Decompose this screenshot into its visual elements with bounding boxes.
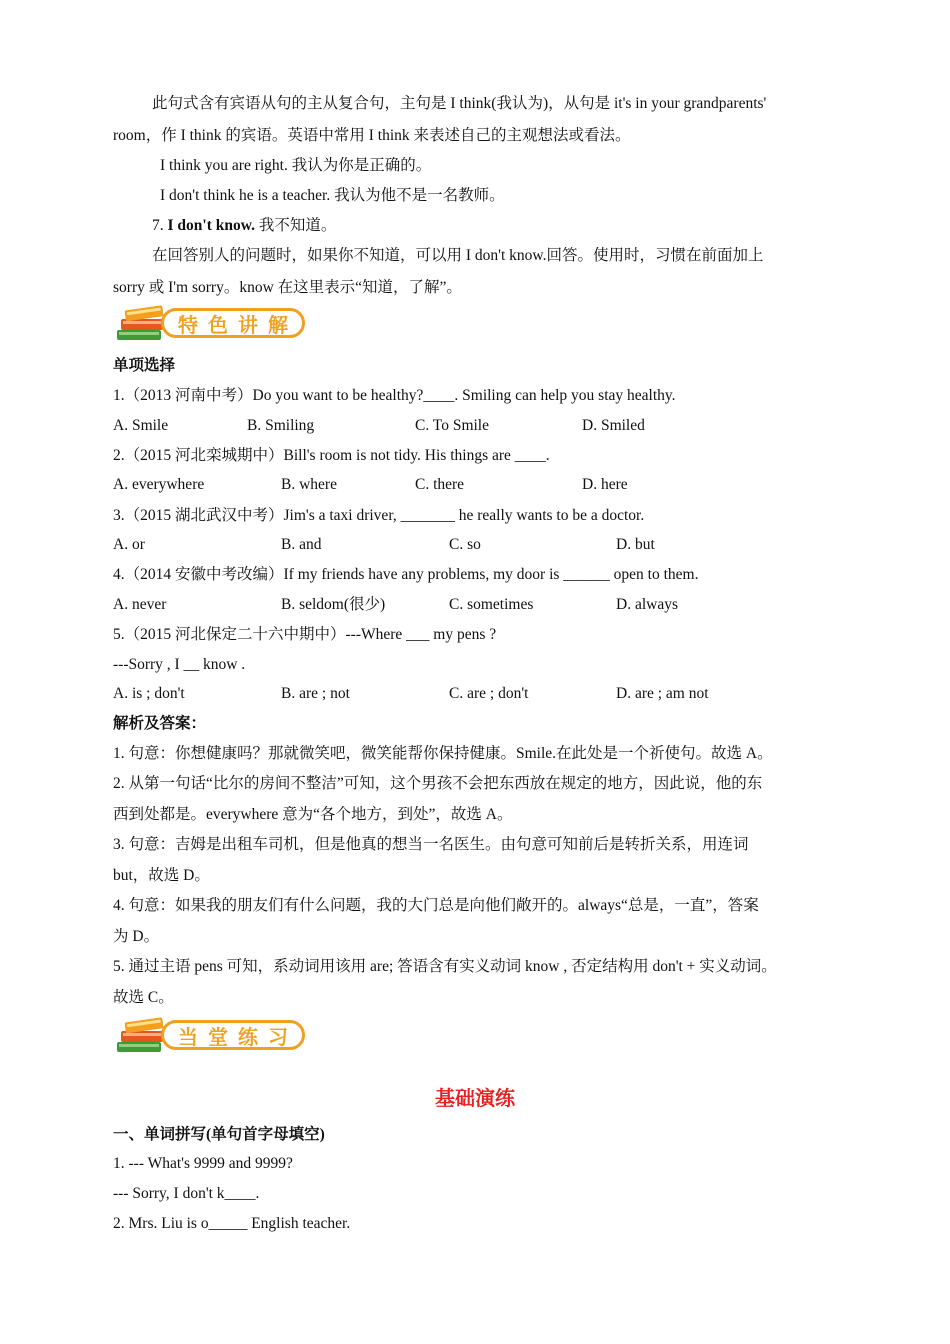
question-4-stem: 4.（2014 安徽中考改编）If my friends have any problems, my door is ______ open to them. bbox=[113, 566, 699, 583]
answer-line: 5. 通过主语 pens 可知，系动词用该用 are; 答语含有实义动词 know , 否定结构用 don't + 实义动词。 bbox=[113, 958, 777, 975]
intro-line-2: room，作 I think 的宾语。英语中常用 I think 来表述自己的主观想法或看法。 bbox=[113, 127, 631, 144]
item-7-explain-2: sorry 或 I'm sorry。know 在这里表示“知道，了解”。 bbox=[113, 279, 462, 296]
question-5-option-d: D. are ; am not bbox=[616, 685, 709, 702]
answer-line: 为 D。 bbox=[113, 928, 160, 945]
item-7-heading bbox=[152, 216, 336, 236]
practice-heading: 一、单词拼写(单句首字母填空) bbox=[113, 1126, 325, 1143]
answer-line: 2. 从第一句话“比尔的房间不整洁”可知，这个男孩不会把东西放在规定的地方，因此说，他的东 bbox=[113, 775, 763, 792]
section-heading-single-choice: 单项选择 bbox=[113, 357, 176, 374]
question-5-stem: 5.（2015 河北保定二十六中期中）---Where ___ my pens ? bbox=[113, 626, 497, 643]
question-2-option-c: C. there bbox=[415, 476, 465, 493]
question-2-option-b: B. where bbox=[281, 476, 337, 493]
question-2-stem: 2.（2015 河北栾城期中）Bill's room is not tidy. His things are ____. bbox=[113, 447, 550, 464]
intro-example-2: I don't think he is a teacher. 我认为他不是一名教师。 bbox=[160, 187, 505, 204]
question-4-option-c: C. sometimes bbox=[449, 596, 534, 613]
question-1-option-c: C. To Smile bbox=[415, 417, 489, 434]
item-7-translation: 我不知道。 bbox=[254, 217, 337, 234]
intro-line-1: 此句式含有宾语从句的主从复合句，主句是 I think(我认为)，从句是 it's in your grandparents' bbox=[152, 95, 767, 112]
practice-line: --- Sorry, I don't k____. bbox=[113, 1185, 260, 1202]
question-1-stem: 1.（2013 河南中考）Do you want to be healthy?____. Smiling can help you stay healthy. bbox=[113, 387, 676, 404]
practice-line: 2. Mrs. Liu is o_____ English teacher. bbox=[113, 1215, 351, 1232]
practice-line: 1. --- What's 9999 and 9999? bbox=[113, 1155, 293, 1172]
question-3-option-a: A. or bbox=[113, 536, 145, 553]
question-5-option-c: C. are ; don't bbox=[449, 685, 529, 702]
question-4-option-d: D. always bbox=[616, 596, 678, 613]
question-4-option-b: B. seldom(很少) bbox=[281, 596, 386, 613]
answer-line: 1. 句意：你想健康吗？那就微笑吧，微笑能帮你保持健康。Smile.在此处是一个祈使句。故选 A。 bbox=[113, 745, 773, 762]
question-1-option-b: B. Smiling bbox=[247, 417, 315, 434]
question-5-stem-reply: ---Sorry , I __ know . bbox=[113, 656, 246, 673]
answer-line: 故选 C。 bbox=[113, 989, 174, 1006]
question-1-option-a: A. Smile bbox=[113, 417, 169, 434]
practice-title: 基础演练 bbox=[435, 1086, 515, 1110]
item-7-number: 7. bbox=[152, 217, 168, 234]
answer-line: 3. 句意：吉姆是出租车司机，但是他真的想当一名医生。由句意可知前后是转折关系，用连词 bbox=[113, 836, 749, 853]
question-2-option-a: A. everywhere bbox=[113, 476, 205, 493]
question-5-option-b: B. are ; not bbox=[281, 685, 350, 702]
question-3-option-d: D. but bbox=[616, 536, 655, 553]
item-7-phrase: I don't know. bbox=[167, 217, 255, 234]
answer-line: 4. 句意：如果我的朋友们有什么问题，我的大门总是向他们敞开的。always“总是，一直”，答案 bbox=[113, 897, 759, 914]
question-2-option-d: D. here bbox=[582, 476, 628, 493]
section-banner-practice bbox=[113, 1014, 313, 1060]
answer-line: 西到处都是。everywhere 意为“各个地方，到处”，故选 A。 bbox=[113, 806, 513, 823]
question-3-option-b: B. and bbox=[281, 536, 322, 553]
question-4-option-a: A. never bbox=[113, 596, 167, 613]
question-5-option-a: A. is ; don't bbox=[113, 685, 185, 702]
item-7-explain-1: 在回答别人的问题时，如果你不知道，可以用 I don't know.回答。使用时，习惯在前面加上 bbox=[152, 247, 764, 264]
banner-label: 当堂练习 bbox=[161, 1020, 305, 1050]
question-1-option-d: D. Smiled bbox=[582, 417, 645, 434]
answer-line: but，故选 D。 bbox=[113, 867, 210, 884]
intro-example-1: I think you are right. 我认为你是正确的。 bbox=[160, 157, 432, 174]
question-3-stem: 3.（2015 湖北武汉中考）Jim's a taxi driver, _______ he really wants to be a doctor. bbox=[113, 507, 645, 524]
banner-label: 特色讲解 bbox=[161, 308, 305, 338]
answers-heading: 解析及答案： bbox=[113, 715, 207, 732]
section-banner-features bbox=[113, 302, 313, 348]
question-3-option-c: C. so bbox=[449, 536, 481, 553]
